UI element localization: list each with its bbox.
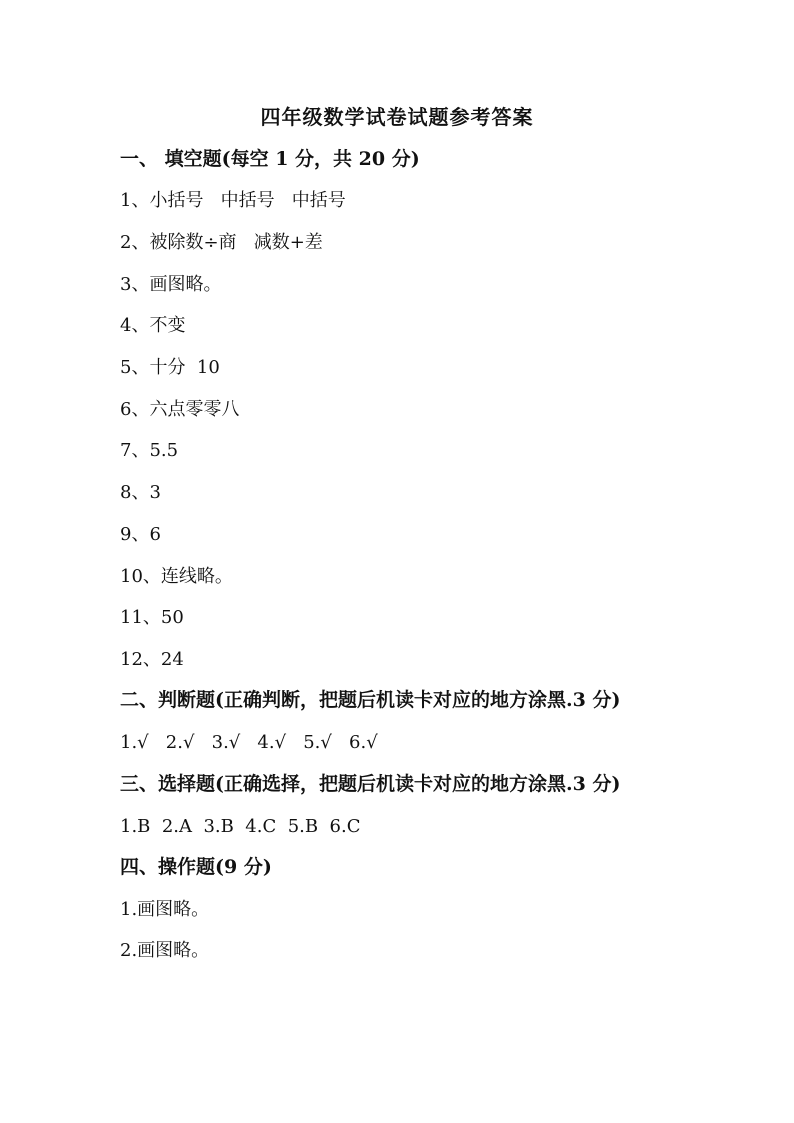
answer-line-fill-2: 2、被除数÷商 减数+差 <box>120 232 323 253</box>
section-heading-choice: 三、选择题(正确选择，把题后机读卡对应的地方涂黑.3 分) <box>120 773 621 795</box>
answer-line-choice: 1.B 2.A 3.B 4.C 5.B 6.C <box>120 816 361 837</box>
answer-line-operation-2: 2.画图略。 <box>120 940 210 961</box>
section-heading-operation: 四、操作题(9 分) <box>120 856 272 878</box>
answer-line-fill-12: 12、24 <box>120 649 184 670</box>
answer-line-fill-4: 4、不变 <box>120 315 186 336</box>
document-title: 四年级数学试卷试题参考答案 <box>260 105 534 129</box>
answer-line-fill-3: 3、画图略。 <box>120 274 222 295</box>
answer-line-fill-8: 8、3 <box>120 482 161 503</box>
answer-line-fill-5: 5、十分 10 <box>120 357 220 378</box>
answer-line-operation-1: 1.画图略。 <box>120 899 210 920</box>
answer-line-fill-7: 7、5.5 <box>120 440 179 461</box>
answer-line-fill-9: 9、6 <box>120 524 161 545</box>
section-heading-judge: 二、判断题(正确判断，把题后机读卡对应的地方涂黑.3 分) <box>120 689 621 711</box>
answer-line-fill-6: 6、六点零零八 <box>120 399 240 420</box>
answer-line-judge: 1.√ 2.√ 3.√ 4.√ 5.√ 6.√ <box>120 732 378 753</box>
answer-line-fill-10: 10、连线略。 <box>120 566 233 587</box>
answer-line-fill-11: 11、50 <box>120 607 184 628</box>
answer-line-fill-1: 1、小括号 中括号 中括号 <box>120 190 346 211</box>
section-heading-fill: 一、 填空题(每空 1 分，共 20 分) <box>120 148 420 170</box>
